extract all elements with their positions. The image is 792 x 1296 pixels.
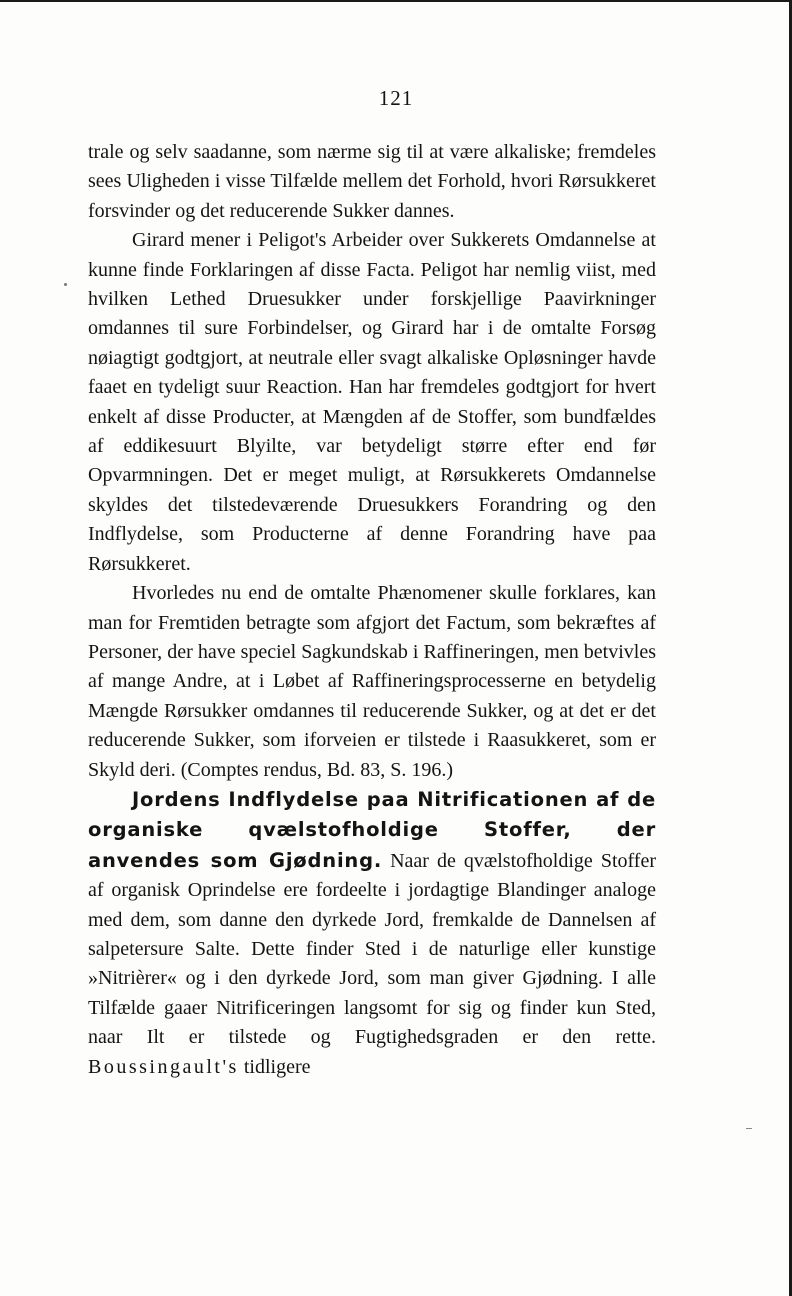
paragraph-phaenomener: Hvorledes nu end de omtalte Phænomener skulle forklares, kan man for Fremtiden betragte som afgjort det Factum, som bekræftes af Personer, der have speciel Sagkundskab i Raffineringen, men betvivles af mange Andre, at i Løbet af Raffineringsprocesserne en betydelig Mængde Rørsukker omdannes til reducerende Sukker, og at det er det reducerende Sukker, som iforveien er tilstede i Raasukkeret, som er Skyld deri. (Comptes rendus, Bd. 83, S. 196.): [88, 582, 656, 781]
page-edge-top: [0, 0, 792, 2]
author-name: Boussingault's: [88, 1055, 239, 1078]
margin-mark-right: [746, 1128, 752, 1129]
section-body-end: tidligere: [243, 1055, 311, 1078]
page-number: 121: [378, 86, 414, 110]
section-title: Jordens Indflydelse paa Nitrificationen af de organiske qvælstofholdige Stoffer, der anvendes som Gjødning.: [88, 787, 656, 872]
paragraph-continuation: trale og selv saadanne, som nærme sig til at være alkaliske; fremdeles sees Uligheden i visse Tilfælde mellem det Forhold, hvori Rørsukkeret forsvinder og det reducerende Sukker dannes.: [88, 141, 656, 222]
body-text: [88, 138, 656, 1082]
margin-speck: [64, 283, 67, 286]
section-body: Naar de qvælstofholdige Stoffer af organisk Oprindelse ere fordeelte i jordagtige Blandinger analoge med dem, som danne den dyrkede Jord, fremkalde de Dannelsen af salpetersure Salte. Dette finder Sted i de naturlige eller kunstige »Nitrièrer« og i den dyrkede Jord, som man giver Gjødning. I alle Tilfælde gaaer Nitrificeringen langsomt for sig og finder kun Sted, naar Ilt er tilstede og Fugtighedsgraden er den rette.: [88, 849, 656, 1049]
paragraph-girard: Girard mener i Peligot's Arbeider over Sukkerets Omdannelse at kunne finde Forklaringen af disse Facta. Peligot har nemlig viist, med hvilken Lethed Druesukker under forskjellige Paavirkninger omdannes til sure Forbindelser, og Girard har i de omtalte Forsøg nøiagtigt godtgjort, at neutrale eller svagt alkaliske Opløsninger havde faaet en tydeligt suur Reaction. Han har fremdeles godtgjort for hvert enkelt af disse Producter, at Mængden af de Stoffer, som bundfældes af eddikesuurt Blyilte, var betydeligt større efter end før Opvarmningen. Det er meget muligt, at Rørsukkerets Omdannelse skyldes det tilstedeværende Druesukkers Forandring og den Indflydelse, som Producterne af denne Forandring have paa Rørsukkeret.: [88, 229, 656, 575]
section-paragraph: [88, 785, 656, 1082]
